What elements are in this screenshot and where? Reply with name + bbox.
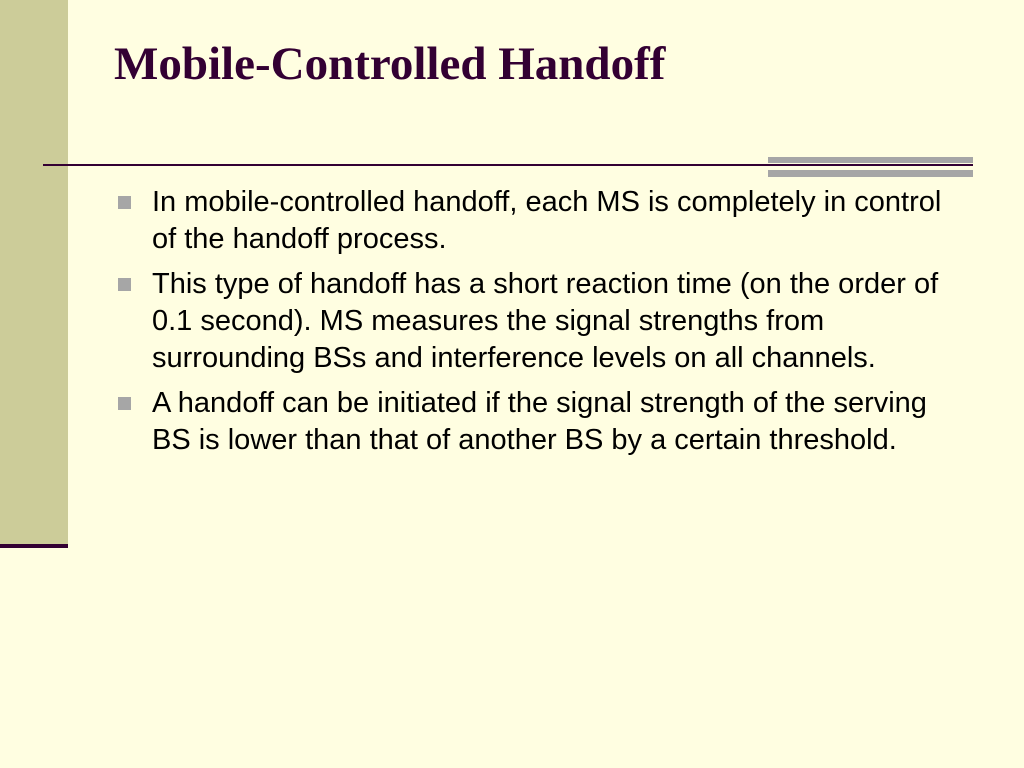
title-divider-accent-bottom bbox=[768, 170, 973, 177]
bullet-text: This type of handoff has a short reaction time (on the order of 0.1 second). MS measures the signal strengths from surrounding BSs and interference levels on all channels. bbox=[152, 268, 939, 374]
square-bullet-icon bbox=[118, 397, 131, 410]
left-bar-underline bbox=[0, 544, 68, 548]
bullet-text: A handoff can be initiated if the signal strength of the serving BS is lower than that of another BS by a certain threshold. bbox=[152, 387, 927, 456]
bullet-text: In mobile-controlled handoff, each MS is completely in control of the handoff process. bbox=[152, 186, 942, 255]
left-decorative-bar bbox=[0, 0, 68, 545]
slide-title: Mobile-Controlled Handoff bbox=[114, 38, 666, 90]
bullet-item bbox=[114, 184, 964, 258]
bullet-item bbox=[114, 385, 964, 459]
square-bullet-icon bbox=[118, 196, 131, 209]
title-divider-accent-top bbox=[768, 157, 973, 163]
bullet-list bbox=[114, 184, 964, 467]
bullet-item bbox=[114, 266, 964, 377]
square-bullet-icon bbox=[118, 278, 131, 291]
title-divider bbox=[43, 164, 973, 166]
